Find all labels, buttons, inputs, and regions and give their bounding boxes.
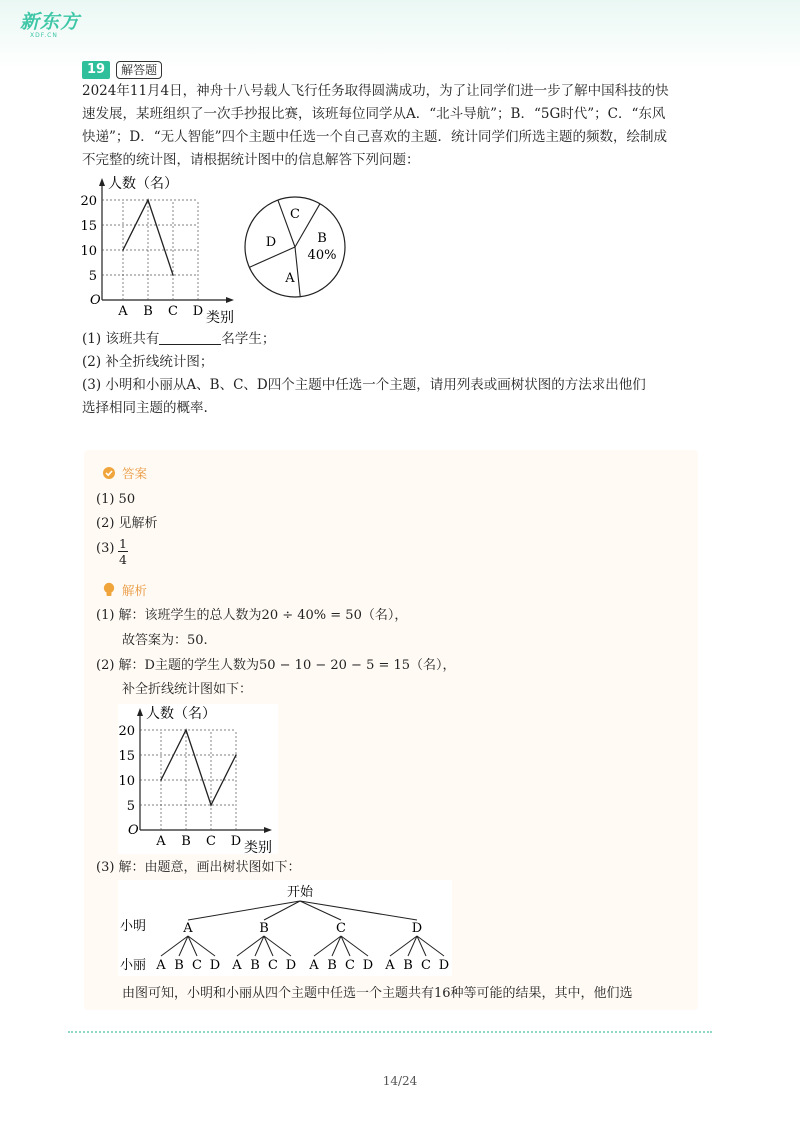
y-tick-label: 10	[118, 774, 135, 789]
analysis-line: 由图可知，小明和小丽从四个主题中任选一个主题共有16种等可能的结果，其中，他们选	[122, 986, 633, 1001]
analysis-line: (1) 解：该班学生的总人数为20 ÷ 40% = 50（名），	[96, 608, 408, 623]
question-parts	[82, 328, 646, 420]
y-axis-title: 人数（名）	[146, 706, 216, 722]
data-point	[122, 249, 124, 251]
tree-node-l2: C	[421, 958, 431, 973]
fraction-denominator: 4	[119, 552, 127, 567]
part-2: (2) 补全折线统计图；	[82, 354, 214, 370]
line-chart-original	[80, 174, 240, 324]
analysis-heading-label: 解析	[122, 583, 148, 598]
origin-label: O	[90, 293, 101, 308]
answer-1: (1) 50	[96, 492, 136, 507]
analysis-line: (2) 解：D主题的学生人数为50 − 10 − 20 − 5 = 15（名），	[96, 658, 456, 673]
tree-node-l2: D	[285, 958, 297, 973]
x-axis-title: 类别	[244, 840, 272, 854]
intro-line: 不完整的统计图，请根据统计图中的信息解答下列问题：	[82, 152, 420, 168]
data-point	[210, 804, 212, 806]
tree-node-l2: B	[250, 958, 260, 973]
divider	[68, 1031, 712, 1033]
pie-slice-label-c: C	[290, 207, 300, 222]
fraction-numerator: 1	[119, 536, 127, 551]
data-point	[160, 779, 162, 781]
tree-node-l1: B	[259, 921, 269, 936]
answer-heading	[102, 464, 147, 482]
data-point	[172, 274, 174, 276]
tree-node-l1: D	[411, 921, 423, 936]
question-intro	[82, 80, 669, 172]
check-circle-icon	[102, 466, 116, 480]
x-axis-arrow	[264, 827, 272, 833]
line-chart-completed	[118, 704, 278, 854]
y-axis-title: 人数（名）	[108, 176, 178, 192]
y-tick-label: 20	[80, 194, 97, 209]
part-1-label: (1) 该班共有	[82, 331, 160, 347]
logo-subtext: XDF.CN	[30, 32, 58, 39]
tree-node-l2: C	[268, 958, 278, 973]
origin-label: O	[128, 823, 139, 838]
y-tick-label: 20	[118, 724, 135, 739]
logo-text: 新东方	[20, 11, 81, 33]
y-tick-label: 15	[80, 219, 97, 234]
answer-blank[interactable]	[159, 330, 221, 345]
answer-2: (2) 见解析	[96, 516, 158, 531]
analysis-line: 故答案为：50.	[122, 633, 208, 648]
tree-node-l2: A	[232, 958, 242, 973]
x-axis-title: 类别	[206, 310, 234, 324]
tree-node-l2: A	[156, 958, 166, 973]
series-line	[161, 730, 236, 805]
x-tick-label: A	[156, 834, 166, 849]
pie-slice-edge	[295, 247, 300, 297]
answer-fraction	[118, 536, 128, 567]
tree-level2-label: 小丽	[120, 958, 147, 973]
tree-node-l2: A	[309, 958, 319, 973]
tree-branch	[188, 901, 300, 920]
tree-node-l2: B	[403, 958, 413, 973]
x-tick-label: A	[118, 304, 128, 319]
question-number: 19	[82, 61, 110, 79]
tree-node-l2: D	[438, 958, 450, 973]
tree-node-l2: D	[362, 958, 374, 973]
x-tick-label: D	[192, 304, 204, 319]
y-tick-label: 10	[80, 244, 97, 259]
pie-slice-label-a: A	[285, 271, 295, 286]
question-type-badge: 解答题	[116, 61, 162, 79]
intro-line: 速发展，某班组织了一次手抄报比赛，该班每位同学从A．“北斗导航”；B．“5G时代”；C．“东风	[82, 106, 666, 122]
tree-node-l2: B	[327, 958, 337, 973]
intro-line: 快递”；D．“无人智能”四个主题中任选一个自己喜欢的主题．统计同学们所选主题的频数，绘制成	[82, 129, 668, 145]
page-number: 14/24	[382, 1074, 418, 1088]
logo	[20, 12, 84, 42]
analysis-line: 补全折线统计图如下：	[122, 682, 253, 697]
intro-line: 2024年11月4日，神舟十八号载人飞行任务取得圆满成功，为了让同学们进一步了解中国科技的快	[82, 83, 669, 99]
x-tick-label: C	[206, 834, 216, 849]
x-axis-arrow	[226, 297, 234, 303]
part-1-suffix: 名学生；	[221, 331, 276, 347]
pie-slice-edge	[249, 247, 295, 267]
tree-node-l1: C	[336, 921, 346, 936]
tree-node-l1: A	[183, 921, 193, 936]
y-axis-arrow	[99, 178, 105, 186]
y-axis-arrow	[137, 708, 143, 716]
pie-chart	[240, 192, 350, 302]
tree-level1-label: 小明	[120, 919, 147, 934]
x-tick-label: B	[181, 834, 191, 849]
x-tick-label: D	[230, 834, 242, 849]
tree-node-l2: C	[192, 958, 202, 973]
data-point	[235, 754, 237, 756]
pie-slice-label-d: D	[265, 235, 277, 250]
lightbulb-icon	[102, 582, 116, 598]
answer-3: (3)	[96, 541, 115, 556]
data-point	[185, 729, 187, 731]
part-3-cont: 选择相同主题的概率.	[82, 400, 208, 416]
part-3: (3) 小明和小丽从A、B、C、D四个主题中任选一个主题，请用列表或画树状图的方法求出他们	[82, 377, 646, 393]
tree-diagram	[118, 880, 452, 976]
answer-heading-label: 答案	[122, 466, 148, 481]
y-tick-label: 5	[126, 799, 135, 814]
x-tick-label: B	[143, 304, 153, 319]
tree-node-l2: D	[209, 958, 221, 973]
data-point	[147, 199, 149, 201]
pie-slice-value-b: 40%	[307, 248, 337, 263]
analysis-line: (3) 解：由题意，画出树状图如下：	[96, 860, 301, 875]
tree-root-label: 开始	[286, 885, 314, 900]
analysis-heading	[102, 581, 147, 599]
tree-node-l2: B	[174, 958, 184, 973]
x-tick-label: C	[168, 304, 178, 319]
y-tick-label: 15	[118, 749, 135, 764]
tree-branch	[300, 901, 417, 920]
pie-slice-label-b: B	[317, 231, 327, 246]
question-header	[82, 61, 162, 79]
y-tick-label: 5	[88, 269, 97, 284]
tree-node-l2: C	[345, 958, 355, 973]
tree-node-l2: A	[385, 958, 395, 973]
